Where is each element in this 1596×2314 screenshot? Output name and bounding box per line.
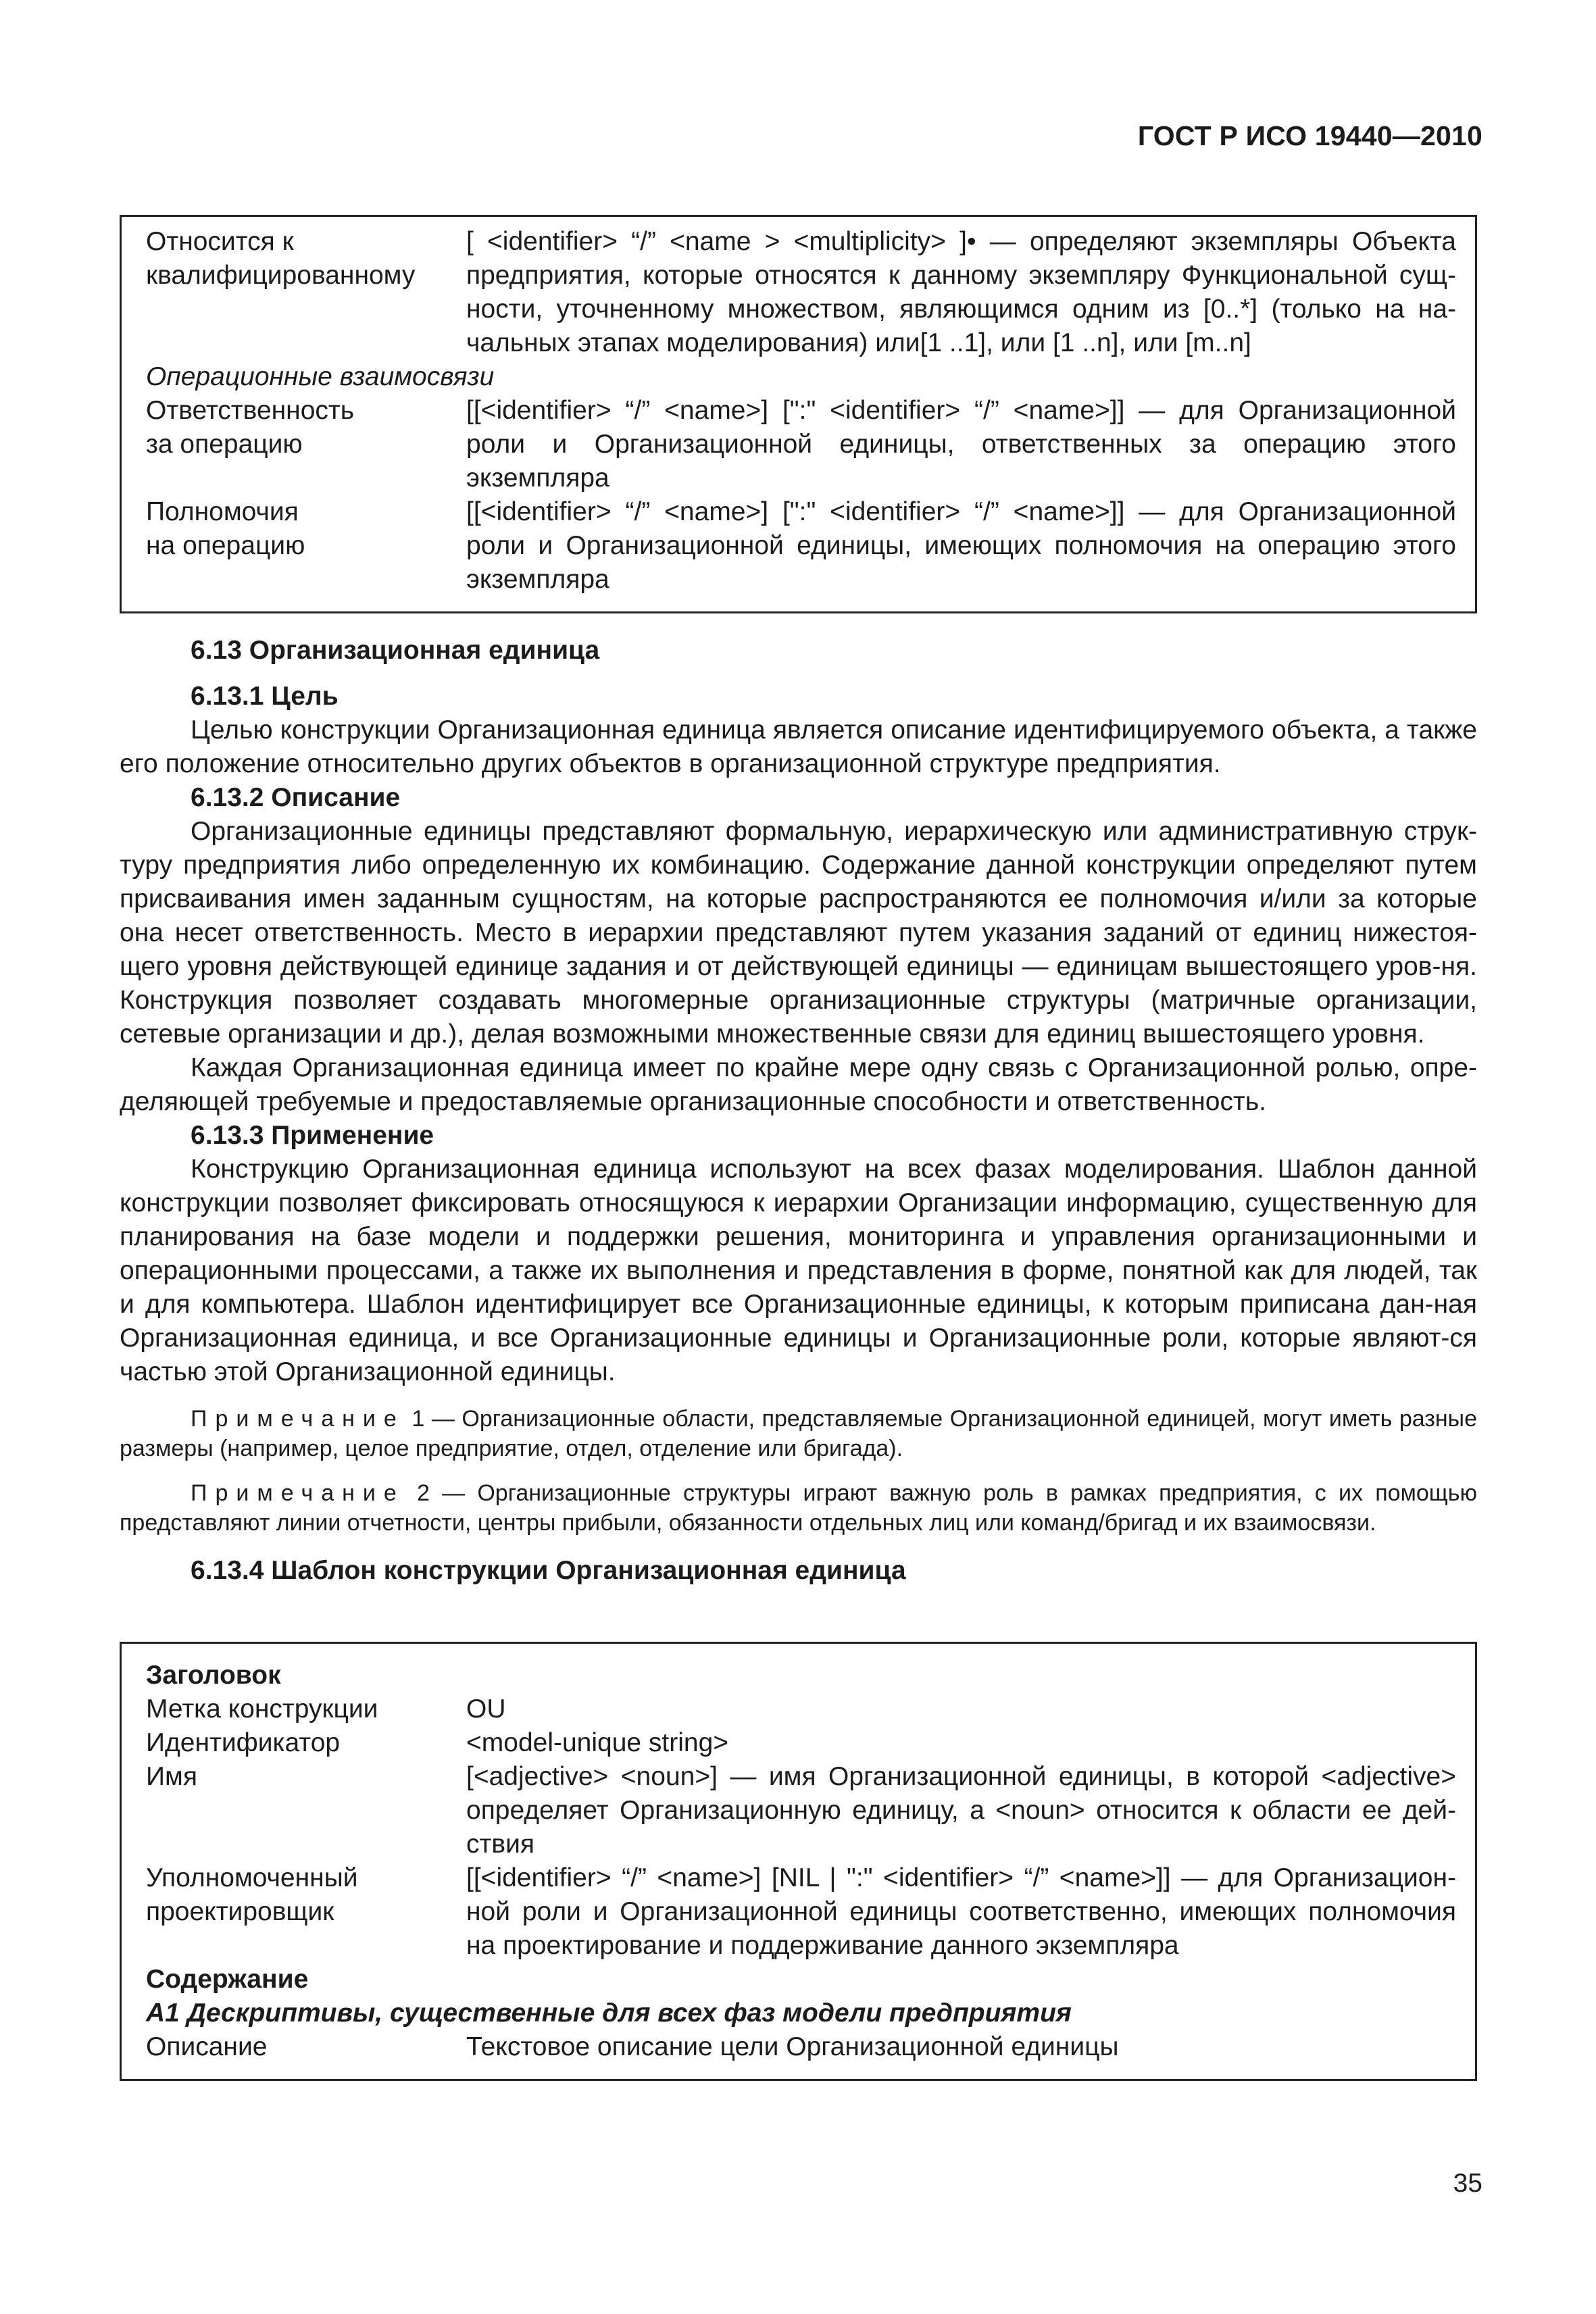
row-label <box>146 495 443 563</box>
row-label <box>146 394 443 461</box>
row-value: [ <identifier> “/” <name > <multiplicity> ]• — определяют экземпляры Объекта предприятия, которые относятся к данному экземпляру Функциональной сущ-ности, уточненному множеством, являющимся одним из [0..*] (только на на-чальных этапах моделирования) или[1 ..1], или [1 ..n], или [m..n] <box>466 227 1456 357</box>
note-label: Примечание <box>191 1406 405 1432</box>
row-label: Идентификатор <box>146 1728 341 1757</box>
paragraph: Конструкцию Организационная единица используют на всех фазах моделирования. Шаблон данной конструкции позволяет фиксировать относящуюся к иерархии Организации информацию, существенную для планирования на базе модели и поддержки решения, мониторинга и управления организационными и операционными процессами, а также их выполнения и представления в форме, понятной как для людей, так и для компьютера. Шаблон идентифицирует все Организационные единицы, к которым приписана дан-ная Организационная единица, и все Организационные единицы и Организационные роли, которые являют-ся частью этой Организационной единицы. <box>120 1155 1477 1386</box>
note-text: 1 — Организационные области, представляемые Организационной единицей, могут иметь разные размеры (например, целое предприятие, отдел, отделение или бригада). <box>120 1406 1477 1461</box>
constructs-table-top <box>120 215 1477 613</box>
content-section-heading: Содержание <box>146 1965 309 1994</box>
header-section-heading: Заголовок <box>146 1661 281 1690</box>
row-label <box>146 1861 443 1929</box>
row-value: [[<identifier> “/” <name>] [NIL | ":" <identifier> “/” <name>]] — для Организацион-ной роли и Организационной единицы соответственно, имеющих полномочия на проектирование и поддерживание данного экземпляра <box>466 1863 1456 1960</box>
section-heading-6-13-4: 6.13.4 Шаблон конструкции Организационная единица <box>191 1556 906 1585</box>
note-text: 2 — Организационные структуры играют важную роль в рамках предприятия, с их помощью представляют линии отчетности, центры прибыли, обязанности отдельных лиц или команд/бригад и их взаимосвязи. <box>120 1480 1477 1536</box>
row-label-line: проектировщик <box>146 1897 334 1926</box>
note-label: Примечание <box>191 1480 405 1506</box>
row-label: Описание <box>146 2032 268 2061</box>
table-row <box>122 225 1475 360</box>
row-label <box>146 225 443 293</box>
row-value: OU <box>466 1694 506 1724</box>
table-row <box>122 1760 1475 1861</box>
note-1 <box>120 1404 1477 1463</box>
row-label-line: Ответственность <box>146 396 355 425</box>
row-label-line: квалифицированному <box>146 261 416 290</box>
row-label-line: на операцию <box>146 531 305 560</box>
paragraph: Каждая Организационная единица имеет по крайне мере одну связь с Организационной ролью, опре-деляющей требуемые и предоставляемые организационные способности и ответственность. <box>120 1053 1477 1116</box>
table-row <box>122 2030 1475 2064</box>
section-heading-6-13: 6.13 Организационная единица <box>191 636 600 665</box>
row-value: Текстовое описание цели Организационной единицы <box>466 2032 1119 2061</box>
table-row <box>122 1726 1475 1760</box>
row-label: Имя <box>146 1762 197 1791</box>
document-id-header: ГОСТ Р ИСО 19440—2010 <box>1137 120 1482 151</box>
row-label-line: Полномочия <box>146 497 299 526</box>
row-label-line: Уполномоченный <box>146 1863 358 1892</box>
section-heading-6-13-1: 6.13.1 Цель <box>191 682 339 711</box>
note-2 <box>120 1478 1477 1538</box>
row-value: [[<identifier> “/” <name>] [":" <identifier> “/” <name>]] — для Организационной роли и Организационной единицы, ответственных за операцию этого экземпляра <box>466 396 1456 493</box>
section-body <box>120 634 1477 1588</box>
table-row <box>122 495 1475 597</box>
a1-descriptives-heading: А1 Дескриптивы, существенные для всех фаз модели предприятия <box>146 1998 1072 2028</box>
section-heading-6-13-2: 6.13.2 Описание <box>191 783 401 812</box>
row-value: <model-unique string> <box>466 1728 729 1757</box>
section-heading-6-13-3: 6.13.3 Применение <box>191 1121 434 1150</box>
table-row <box>122 394 1475 495</box>
row-value: [[<identifier> “/” <name>] [":" <identifier> “/” <name>]] — для Организационной роли и Организационной единицы, имеющих полномочия на операцию этого экземпляра <box>466 497 1456 594</box>
row-label: Метка конструкции <box>146 1694 378 1724</box>
page-number: 35 <box>1453 2169 1482 2198</box>
table-row <box>122 1692 1475 1726</box>
row-label-line: Относится к <box>146 227 294 256</box>
table-row <box>122 1861 1475 1963</box>
paragraph: Целью конструкции Организационная единица является описание идентифицируемого объекта, а также его положение относительно других объектов в организационной структуре предприятия. <box>120 715 1477 778</box>
operational-relations-heading: Операционные взаимосвязи <box>146 362 495 391</box>
row-label-line: за операцию <box>146 430 303 459</box>
row-value: [<adjective> <noun>] — имя Организационной единицы, в которой <adjective> определяет Организационную единицу, а <noun> относится к области ее дей-ствия <box>466 1762 1456 1859</box>
template-table <box>120 1642 1477 2081</box>
paragraph: Организационные единицы представляют формальную, иерархическую или административную струк-туру предприятия либо определенную их комбинацию. Содержание данной конструкции определяют путем присваивания имен заданным сущностям, на которые распространяются ее полномочия и/или за которые она несет ответственность. Место в иерархии представляют путем указания заданий от единиц нижестоя-щего уровня действующей единице задания и от действующей единицы — единицам вышестоящего уров-ня. Конструкция позволяет создавать многомерные организационные структуры (матричные организации, сетевые организации и др.), делая возможными множественные связи для единиц вышестоящего уровня. <box>120 817 1477 1049</box>
